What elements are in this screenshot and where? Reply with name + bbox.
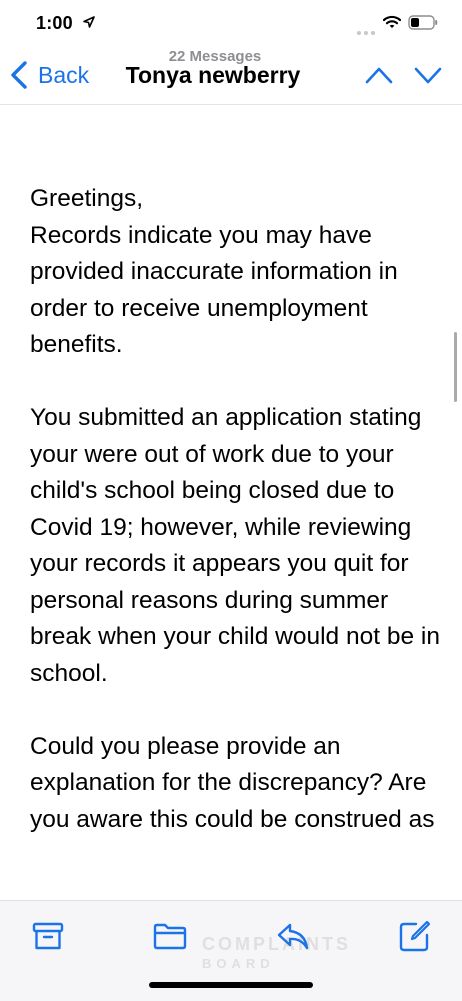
wifi-icon [383, 15, 401, 29]
scrollbar[interactable] [454, 332, 457, 402]
chevron-down-icon[interactable] [413, 64, 443, 86]
email-paragraph: You submitted an application stating your were out of work due to your child's school being closed due to Covid 19; however, while reviewing your records it appears you quit for personal reasons during summer break when your child would not be in school. [30, 404, 440, 687]
sender-name: Tonya newberry [125, 62, 301, 88]
email-body [30, 181, 440, 875]
chevron-up-icon[interactable] [364, 64, 394, 86]
battery-icon [408, 15, 438, 30]
archive-box-icon[interactable] [31, 919, 65, 953]
message-count: 22 Messages [168, 48, 262, 65]
navigation-bar [0, 48, 462, 105]
status-time: 1:00 [36, 13, 73, 33]
folder-icon[interactable] [153, 919, 187, 953]
watermark [202, 934, 402, 978]
location-arrow-icon [83, 16, 95, 28]
compose-icon[interactable] [398, 919, 432, 953]
watermark-line2: BOARD [202, 956, 275, 971]
status-bar [0, 0, 462, 48]
email-paragraph: Could you please provide an explanation for the discrepancy? Are you aware this could be construed as [30, 732, 435, 833]
back-label: Back [38, 61, 90, 88]
home-indicator[interactable] [149, 982, 313, 988]
watermark-line1: COMPLAINTS [202, 934, 351, 954]
email-paragraph: Greetings, Records indicate you may have provided inaccurate information in order to receive unemployment benefits. [30, 185, 398, 358]
signal-dots [357, 22, 378, 40]
